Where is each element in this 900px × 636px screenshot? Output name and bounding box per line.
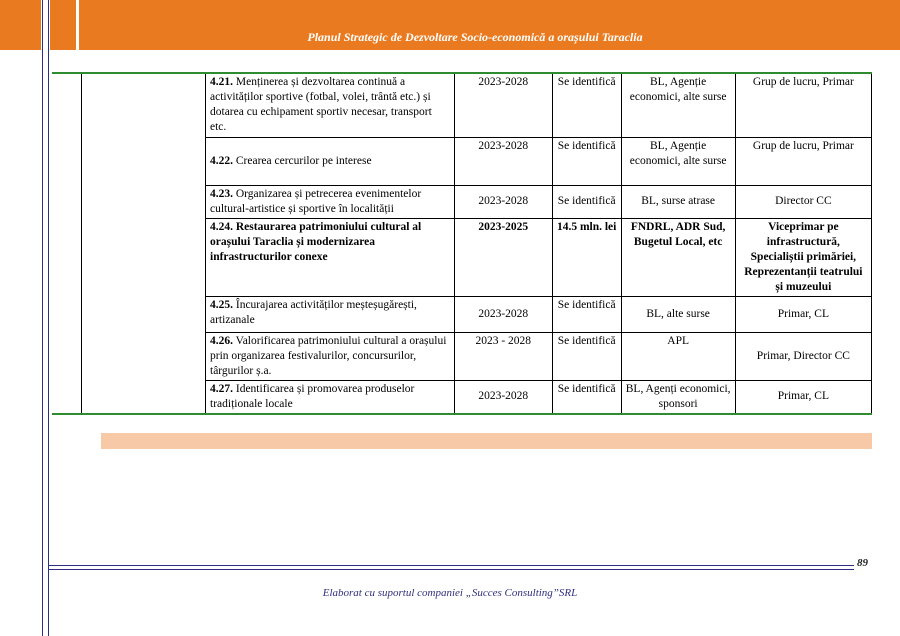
period-cell: 2023-2028 [454,296,552,332]
cost-cell: Se identifică [552,380,621,414]
period-cell: 2023-2028 [454,380,552,414]
page-number: 89 [857,557,868,569]
source-cell: APL [621,332,735,380]
measure-cell: 4.27. Identificarea și promovarea produselor tradiționale locale [206,380,455,414]
table-row [52,185,872,218]
period-cell: 2023-2028 [454,185,552,218]
period-cell: 2023-2025 [454,218,552,296]
measure-cell: 4.22. Crearea cercurilor pe interese [206,137,455,185]
period-cell: 2023 - 2028 [454,332,552,380]
footer-rule [48,565,854,566]
left-margin-line-inner [48,0,49,636]
left-margin-line [42,0,43,636]
period-cell: 2023-2028 [454,137,552,185]
cost-cell: 14.5 mln. lei [552,218,621,296]
responsible-cell: Grup de lucru, Primar [735,73,871,137]
responsible-cell: Primar, CL [735,380,871,414]
header-divider [76,0,79,50]
cost-cell: Se identifică [552,296,621,332]
measure-cell: 4.21. Menținerea și dezvoltarea continuă a activităților sportive (fotbal, volei, trântă etc.) și dotarea cu echipament sportiv necesar, transport etc. [206,73,455,137]
table-row [52,218,872,296]
table-row [52,137,872,185]
cost-cell: Se identifică [552,332,621,380]
document-title: Planul Strategic de Dezvoltare Socio-economică a orașului Taraclia [307,30,643,44]
responsible-cell: Viceprimar pe infrastructură, Specialiștii primăriei, Reprezentanții teatrului și muzeului [735,218,871,296]
responsible-cell: Director CC [735,185,871,218]
source-cell: BL, surse atrase [621,185,735,218]
table-row [52,296,872,332]
measure-cell: 4.25. Încurajarea activităților meșteșugărești, artizanale [206,296,455,332]
measure-cell: 4.26. Valorificarea patrimoniului cultural a orașului prin organizarea festivalurilor, concursurilor, târgurilor ș.a. [206,332,455,380]
cost-cell: Se identifică [552,73,621,137]
section-band [101,433,872,449]
source-cell: BL, Agenție economici, alte surse [621,137,735,185]
source-cell: FNDRL, ADR Sud, Bugetul Local, etc [621,218,735,296]
source-cell: BL, Agenție economici, alte surse [621,73,735,137]
responsible-cell: Primar, CL [735,296,871,332]
cost-cell: Se identifică [552,185,621,218]
table-row [52,73,872,137]
footer-rule-inner [48,569,854,570]
responsible-cell: Primar, Director CC [735,332,871,380]
responsible-cell: Grup de lucru, Primar [735,137,871,185]
footer-credit: Elaborat cu suportul companiei „Succes Consulting”SRL [322,587,578,599]
action-plan-table [52,72,872,415]
source-cell: BL, Agenți economici, sponsori [621,380,735,414]
cost-cell: Se identifică [552,137,621,185]
source-cell: BL, alte surse [621,296,735,332]
period-cell: 2023-2028 [454,73,552,137]
measure-cell: 4.23. Organizarea și petrecerea evenimentelor cultural-artistice și sportive în localității [206,185,455,218]
measure-cell: 4.24. Restaurarea patrimoniului cultural al orașului Taraclia și modernizarea infrastructurilor conexe [206,218,455,296]
table-row [52,380,872,414]
table-row [52,332,872,380]
left-accent-bar [0,0,41,50]
